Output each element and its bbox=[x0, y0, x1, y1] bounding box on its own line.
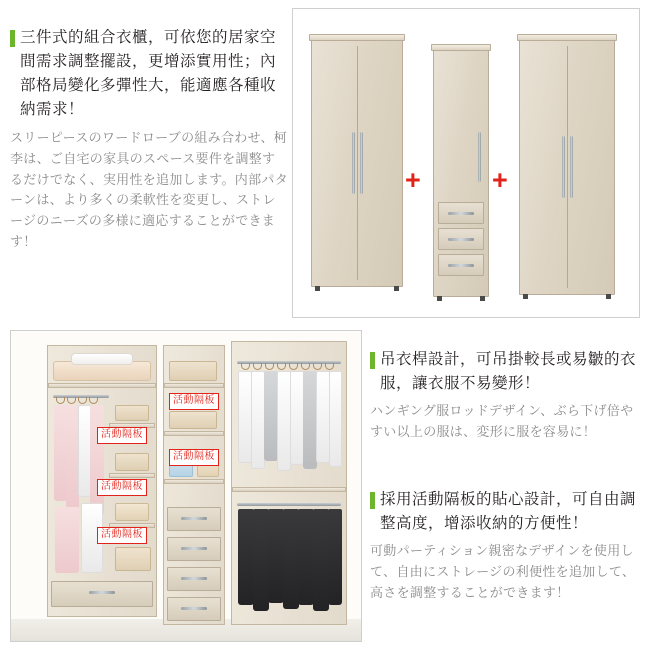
left-shelf-top bbox=[48, 383, 156, 388]
green-accent-bar-3-icon bbox=[370, 492, 375, 509]
coat-dark-5 bbox=[298, 509, 314, 605]
callout-tag-adjustable-shelf-4: 活動隔板 bbox=[97, 479, 147, 496]
green-accent-bar-icon bbox=[10, 30, 15, 47]
callout-tag-adjustable-shelf-3: 活動隔板 bbox=[169, 449, 219, 466]
middle-storage-box-2 bbox=[169, 411, 217, 429]
wardrobe-combination-illustration bbox=[293, 9, 639, 317]
storage-basket-1 bbox=[115, 503, 149, 521]
storage-box-2 bbox=[115, 453, 149, 471]
wardrobe-middle-foot-2 bbox=[480, 296, 485, 301]
storage-box-1 bbox=[115, 405, 149, 421]
wardrobe-unit-right bbox=[519, 39, 615, 295]
bottom-right-chinese-paragraph: 採用活動隔板的貼心設計，可自由調整高度，增添收納的方便性！ bbox=[380, 491, 637, 533]
bottom-right-japanese-text: 可動パーティション親密なデザインを使用して、自由にストレージの利便性を追加して、高さを調整することができます！ bbox=[370, 543, 636, 600]
wardrobe-right-handle-icon bbox=[562, 136, 565, 198]
middle-drawer-2-handle-icon bbox=[181, 547, 207, 550]
garment-pink-3 bbox=[90, 405, 104, 515]
wardrobe-interior-illustration bbox=[11, 331, 361, 641]
shirt-white-3 bbox=[277, 371, 291, 471]
right-hanging-rod-lower bbox=[237, 503, 341, 506]
callout-tag-adjustable-shelf-1: 活動隔板 bbox=[169, 393, 219, 410]
coat-dark-3 bbox=[268, 509, 284, 603]
left-bottom-drawer bbox=[51, 581, 153, 607]
wardrobe-unit-middle bbox=[433, 49, 489, 297]
coat-dark-7 bbox=[328, 509, 342, 605]
coat-dark-4 bbox=[283, 509, 299, 609]
wardrobe-middle-top-panel bbox=[431, 44, 491, 51]
drawer-3-handle-icon bbox=[448, 264, 474, 267]
green-accent-bar-2-icon bbox=[370, 352, 375, 369]
wardrobe-middle-drawer-3 bbox=[438, 254, 484, 276]
mid-right-japanese-text: ハンギング服ロッドデザイン、ぶら下げ倍やすい以上の服は、変形に服を容易に！ bbox=[370, 403, 634, 439]
mid-right-copy-block bbox=[370, 348, 642, 443]
top-left-chinese-text bbox=[10, 26, 288, 122]
plus-sign-1-icon: + bbox=[405, 165, 421, 195]
drawer-2-handle-icon bbox=[448, 238, 474, 241]
pillow bbox=[71, 353, 133, 365]
wardrobe-left-handle-icon bbox=[352, 132, 355, 194]
middle-shelf-1 bbox=[164, 383, 224, 388]
mid-right-chinese-paragraph: 吊衣桿設計，可吊掛較長或易皺的衣服，讓衣服不易變形！ bbox=[380, 351, 637, 393]
middle-drawer-1 bbox=[167, 507, 221, 531]
wardrobe-right-foot bbox=[523, 294, 528, 299]
storage-box-3 bbox=[115, 547, 151, 571]
mid-right-chinese-text bbox=[370, 348, 642, 396]
middle-drawer-2 bbox=[167, 537, 221, 561]
middle-drawer-3 bbox=[167, 567, 221, 591]
wardrobe-left-top-panel bbox=[309, 34, 405, 41]
shirt-white-5 bbox=[316, 371, 330, 463]
coat-dark-6 bbox=[313, 509, 329, 611]
middle-shelf-2 bbox=[164, 431, 224, 436]
shirt-white-1 bbox=[238, 371, 252, 463]
wardrobe-left-handle-2-icon bbox=[360, 132, 363, 194]
callout-tag-adjustable-shelf-5: 活動隔板 bbox=[97, 527, 147, 544]
wardrobe-left-foot-2 bbox=[394, 286, 399, 291]
middle-shelf-3 bbox=[164, 479, 224, 484]
bottom-right-copy-block bbox=[370, 488, 642, 603]
wardrobe-left-foot bbox=[315, 286, 320, 291]
shirt-white-2 bbox=[251, 371, 265, 469]
shirt-white-4 bbox=[290, 371, 304, 465]
right-middle-shelf bbox=[232, 487, 346, 492]
wardrobe-middle-handle-icon bbox=[478, 132, 481, 182]
left-adjustable-shelf-2 bbox=[109, 473, 155, 478]
wardrobe-right-top-panel bbox=[517, 34, 617, 41]
shirt-grey-2 bbox=[303, 371, 317, 469]
middle-drawer-4-handle-icon bbox=[181, 607, 207, 610]
wardrobe-right-foot-2 bbox=[606, 294, 611, 299]
shirt-grey-1 bbox=[264, 371, 278, 461]
middle-drawer-4 bbox=[167, 597, 221, 621]
middle-drawer-3-handle-icon bbox=[181, 577, 207, 580]
wardrobe-unit-left bbox=[311, 39, 403, 287]
shirt-white-6 bbox=[329, 371, 342, 467]
top-left-japanese-text: スリーピースのワードローブの組み合わせ、柯李は、ご自宅の家具のスペース要件を調整するだけでなく、実用性を追加します。内部パターンは、より多くの柔軟性を変更し、ストレージのニーズの多様に適応することができます！ bbox=[10, 130, 289, 250]
wardrobe-interior-photo-panel bbox=[10, 330, 362, 642]
wardrobe-middle-foot bbox=[437, 296, 442, 301]
middle-storage-box-1 bbox=[169, 361, 217, 381]
bottom-right-chinese-text bbox=[370, 488, 642, 536]
wardrobe-combination-photo-panel bbox=[292, 8, 640, 318]
callout-tag-adjustable-shelf-2: 活動隔板 bbox=[97, 427, 147, 444]
coat-dark-2 bbox=[253, 509, 269, 611]
wardrobe-right-handle-2-icon bbox=[570, 136, 573, 198]
middle-drawer-1-handle-icon bbox=[181, 517, 207, 520]
wardrobe-middle-drawer-2 bbox=[438, 228, 484, 250]
plus-sign-2-icon: + bbox=[492, 165, 508, 195]
wardrobe-right-door-split bbox=[567, 46, 568, 288]
wardrobe-left-door-split bbox=[357, 46, 358, 280]
top-left-chinese-paragraph: 三件式的組合衣櫃，可依您的居家空間需求調整擺設，更增添實用性；內部格局變化多彈性大，能適應各種收納需求！ bbox=[20, 29, 277, 119]
garment-pink-long bbox=[55, 507, 79, 573]
drawer-1-handle-icon bbox=[448, 212, 474, 215]
top-left-copy-block bbox=[10, 26, 288, 253]
left-bottom-drawer-handle-icon bbox=[89, 591, 115, 594]
wardrobe-middle-drawer-1 bbox=[438, 202, 484, 224]
coat-dark-1 bbox=[238, 509, 254, 605]
